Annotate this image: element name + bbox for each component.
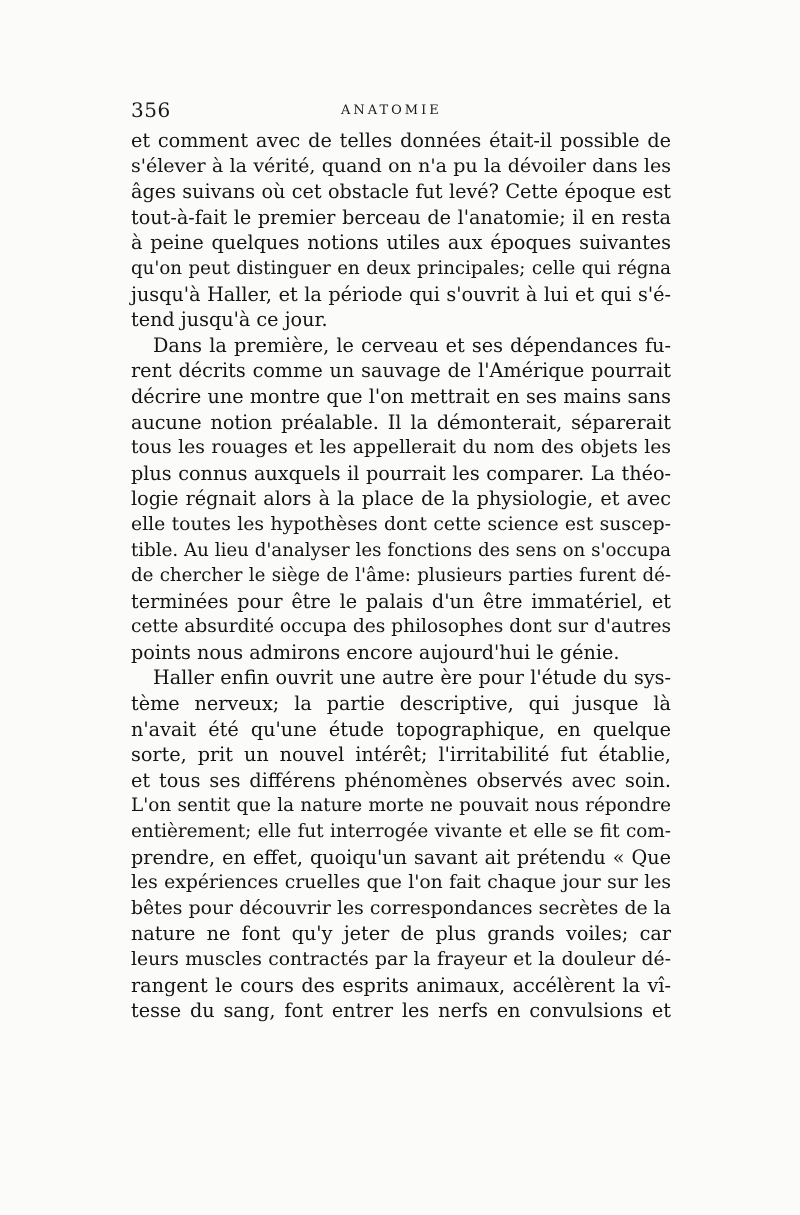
text-line: prendre, en effet, quoiqu'un savant ait prétendu « Que — [131, 845, 671, 869]
text-line: cette absurdité occupa des philosophes dont sur d'autres — [131, 616, 671, 638]
text-line: rent décrits comme un sauvage de l'Amérique pourrait — [131, 359, 671, 383]
text-line: L'on sentit que la nature morte ne pouvait nous répondre — [131, 795, 671, 817]
text-line: points nous admirons encore aujourd'hui le génie. — [131, 640, 620, 664]
text-line: rangent le cours des esprits animaux, accélèrent la vî- — [131, 973, 671, 997]
body-text — [131, 128, 671, 1024]
text-line: tend jusqu'à ce jour. — [131, 308, 328, 332]
text-line: bêtes pour découvrir les correspondances secrètes de la — [131, 897, 671, 919]
text-line: entièrement; elle fut interrogée vivante et elle se fit com- — [131, 821, 671, 843]
text-line: tesse du sang, font entrer les nerfs en convulsions et — [131, 999, 671, 1023]
text-line: de chercher le siège de l'âme: plusieurs parties furent dé- — [131, 565, 671, 587]
text-line: les expériences cruelles que l'on fait chaque jour sur les — [131, 872, 671, 894]
text-line: aucune notion préalable. Il la démonterait, séparerait — [131, 410, 671, 434]
text-line: jusqu'à Haller, et la période qui s'ouvrit à lui et qui s'é- — [131, 282, 671, 306]
text-line: qu'on peut distinguer en deux principales; celle qui régna — [131, 257, 671, 279]
text-line: terminées pour être le palais d'un être immatériel, et — [131, 589, 671, 613]
text-line: logie régnait alors à la place de la physiologie, et avec — [131, 487, 671, 511]
text-line: âges suivans où cet obstacle fut levé? Cette époque est — [131, 180, 671, 204]
text-line: tout-à-fait le premier berceau de l'anatomie; il en resta — [131, 205, 671, 229]
text-line: leurs muscles contractés par la frayeur et la douleur dé- — [131, 949, 671, 970]
running-head: ANATOMIE — [341, 103, 442, 118]
text-line: nature ne font qu'y jeter de plus grands voiles; car — [131, 922, 671, 946]
text-line: et comment avec de telles données était-il possible de — [131, 129, 671, 152]
text-line: n'avait été qu'une étude topographique, en quelque — [131, 717, 671, 741]
text-line: plus connus auxquels il pourrait les comparer. La théo- — [131, 461, 671, 485]
page-number: 356 — [131, 98, 171, 122]
text-line: décrire une montre que l'on mettrait en ses mains sans — [131, 384, 671, 408]
paragraph-first-line: Dans la première, le cerveau et ses dépendances fu- — [153, 333, 671, 357]
text-line: et tous ses différens phénomènes observés avec soin. — [131, 768, 671, 792]
paragraph-first-line: Haller enfin ouvrit une autre ère pour l'étude du sys- — [153, 666, 671, 690]
text-line: sorte, prit un nouvel intérêt; l'irritabilité fut établie, — [131, 743, 671, 767]
text-line: s'élever à la vérité, quand on n'a pu la dévoiler dans les — [131, 154, 671, 177]
text-line: à peine quelques notions utiles aux époques suivantes — [131, 231, 671, 255]
text-line: tème nerveux; la partie descriptive, qui jusque là — [131, 692, 671, 716]
text-line: elle toutes les hypothèses dont cette science est suscep- — [131, 513, 671, 535]
page-header — [131, 98, 671, 122]
text-line: tous les rouages et les appellerait du nom des objets les — [131, 437, 671, 459]
text-line: tible. Au lieu d'analyser les fonctions des sens on s'occupa — [131, 539, 671, 561]
